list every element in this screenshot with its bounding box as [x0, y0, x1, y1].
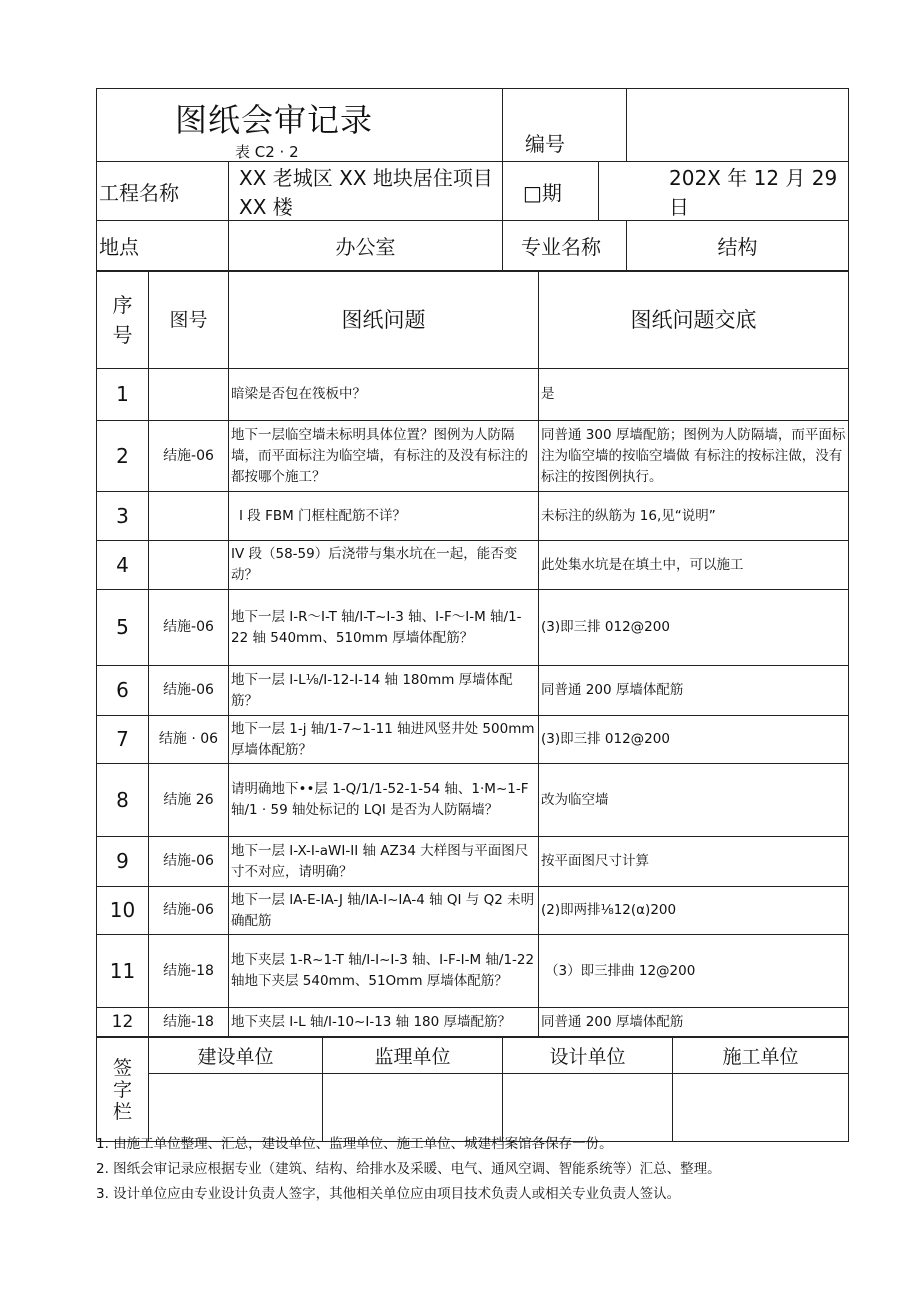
row-fig: 结施-06	[149, 887, 229, 935]
row-fig: 结施-06	[149, 421, 229, 492]
col-header-fig: 图号	[149, 272, 229, 369]
row-no: 8	[97, 764, 149, 837]
row-no: 9	[97, 837, 149, 887]
row-question: 地下一层临空墙未标明具体位置？图例为人防隔墙，而平面标注为临空墙，有标注的及没有标注的都按哪个施工？	[229, 421, 539, 492]
sign-unit-design: 设计单位	[503, 1038, 673, 1074]
major-label: 专业名称	[503, 221, 627, 271]
question-table	[96, 271, 849, 1037]
table-row	[97, 887, 849, 935]
row-answer: 是	[539, 369, 849, 421]
table-row	[97, 935, 849, 1008]
row-question: 地下一层 IA-E-IA-J 轴/IA-I~IA-4 轴 QI 与 Q2 未明确配筋	[229, 887, 539, 935]
row-fig: 结施-06	[149, 590, 229, 666]
row-answer: 未标注的纵筋为 16,见“说明”	[539, 492, 849, 541]
col-header-seq	[97, 272, 149, 369]
row-no: 6	[97, 666, 149, 716]
row-fig: 结施-06	[149, 666, 229, 716]
row-no: 1	[97, 369, 149, 421]
row-no: 2	[97, 421, 149, 492]
sign-label-char: 栏	[112, 1100, 132, 1123]
row-question: 地下一层 I-X-I-aWI-II 轴 AZ34 大样图与平面图尺寸不对应，请明确？	[229, 837, 539, 887]
row-question: I 段 FBM 门框柱配筋不详？	[229, 492, 539, 541]
form-number: 表 C2 · 2	[235, 143, 299, 161]
row-fig	[149, 541, 229, 590]
page-title: 图纸会审记录	[175, 101, 374, 139]
row-no: 3	[97, 492, 149, 541]
date-value: 202X 年 12 月 29 日	[599, 162, 849, 221]
place-value: 办公室	[229, 221, 503, 271]
row-answer: （3）即三排曲 12@200	[539, 935, 849, 1008]
table-row	[97, 666, 849, 716]
sign-label-char: 字	[112, 1078, 132, 1101]
note-3: 3. 设计单位应由专业设计负责人签字，其他相关单位应由项目技术负责人或相关专业负责人签认。	[96, 1186, 681, 1202]
sign-label	[97, 1038, 149, 1142]
sign-unit-construction: 建设单位	[149, 1038, 323, 1074]
row-question: 暗梁是否包在筏板中？	[229, 369, 539, 421]
row-no: 5	[97, 590, 149, 666]
row-fig: 结施-06	[149, 837, 229, 887]
row-fig: 结施 26	[149, 764, 229, 837]
sign-label-char: 签	[112, 1056, 132, 1079]
row-fig: 结施-18	[149, 935, 229, 1008]
table-row	[97, 590, 849, 666]
project-name-label: 工程名称	[97, 162, 229, 221]
row-question: IV 段（58-59）后浇带与集水坑在一起，能否变动？	[229, 541, 539, 590]
row-fig	[149, 369, 229, 421]
row-fig	[149, 492, 229, 541]
row-no: 12	[97, 1008, 149, 1037]
table-row	[97, 716, 849, 764]
row-question: 请明确地下••层 1-Q/1/1-52-1-54 轴、1·M~1-F 轴/1 · 59 轴处标记的 LQI 是否为人防隔墙？	[229, 764, 539, 837]
row-answer: (3)即三排 012@200	[539, 590, 849, 666]
row-question: 地下一层 I-R～I-T 轴/I-T~I-3 轴、I-F～I-M 轴/1-22 轴 540mm、510mm 厚墙体配筋？	[229, 590, 539, 666]
row-no: 10	[97, 887, 149, 935]
place-label: 地点	[97, 221, 229, 271]
row-answer: 同普通 300 厚墙配筋；图例为人防隔墙，而平面标注为临空墙的按临空墙做 有标注的按标注做，没有标注的按图例执行。	[539, 421, 849, 492]
table-row	[97, 541, 849, 590]
col-header-answer: 图纸问题交底	[539, 272, 849, 369]
major-value: 结构	[627, 221, 849, 271]
footnotes	[96, 1132, 876, 1207]
row-answer: 同普通 200 厚墙体配筋	[539, 666, 849, 716]
row-fig: 结施-18	[149, 1008, 229, 1037]
sign-unit-contractor: 施工单位	[673, 1038, 849, 1074]
number-label: 编号	[503, 89, 627, 162]
row-fig: 结施 · 06	[149, 716, 229, 764]
row-no: 11	[97, 935, 149, 1008]
row-no: 7	[97, 716, 149, 764]
row-answer: (2)即两排⅛12(α)200	[539, 887, 849, 935]
row-question: 地下夹层 1-R~1-T 轴/I-I~I-3 轴、I-F-I-M 轴/1-22 轴地下夹层 540mm、51Omm 厚墙体配筋？	[229, 935, 539, 1008]
row-answer: (3)即三排 012@200	[539, 716, 849, 764]
table-row	[97, 1008, 849, 1037]
row-answer: 按平面图尺寸计算	[539, 837, 849, 887]
col-header-question: 图纸问题	[229, 272, 539, 369]
date-label: □期	[503, 162, 599, 221]
project-name-value: XX 老城区 XX 地块居住项目 XX 楼	[229, 162, 503, 221]
table-row	[97, 492, 849, 541]
row-question: 地下一层 1-j 轴/1-7~1-11 轴进风竖井处 500mm 厚墙体配筋？	[229, 716, 539, 764]
table-row	[97, 421, 849, 492]
drawing-review-form	[96, 88, 848, 1142]
title-cell	[97, 89, 503, 162]
table-row	[97, 837, 849, 887]
sign-unit-supervision: 监理单位	[323, 1038, 503, 1074]
header-table	[96, 88, 849, 271]
col-header-seq-2: 号	[112, 323, 133, 347]
row-no: 4	[97, 541, 149, 590]
sign-table	[96, 1037, 849, 1142]
table-row	[97, 764, 849, 837]
note-2: 2. 图纸会审记录应根据专业（建筑、结构、给排水及采暖、电气、通风空调、智能系统等）汇总、整理。	[96, 1161, 721, 1177]
number-value	[627, 89, 849, 162]
row-question: 地下夹层 I-L 轴/I-10~I-13 轴 180 厚墙配筋？	[229, 1008, 539, 1037]
row-question: 地下一层 I-L⅛/I-12-I-14 轴 180mm 厚墙体配筋？	[229, 666, 539, 716]
row-answer: 同普通 200 厚墙体配筋	[539, 1008, 849, 1037]
row-answer: 此处集水坑是在填土中，可以施工	[539, 541, 849, 590]
note-1: 1. 由施工单位整理、汇总，建设单位、监理单位、施工单位、城建档案馆各保存一份。	[96, 1136, 613, 1152]
table-row	[97, 369, 849, 421]
col-header-seq-1: 序	[112, 293, 133, 317]
row-answer: 改为临空墙	[539, 764, 849, 837]
